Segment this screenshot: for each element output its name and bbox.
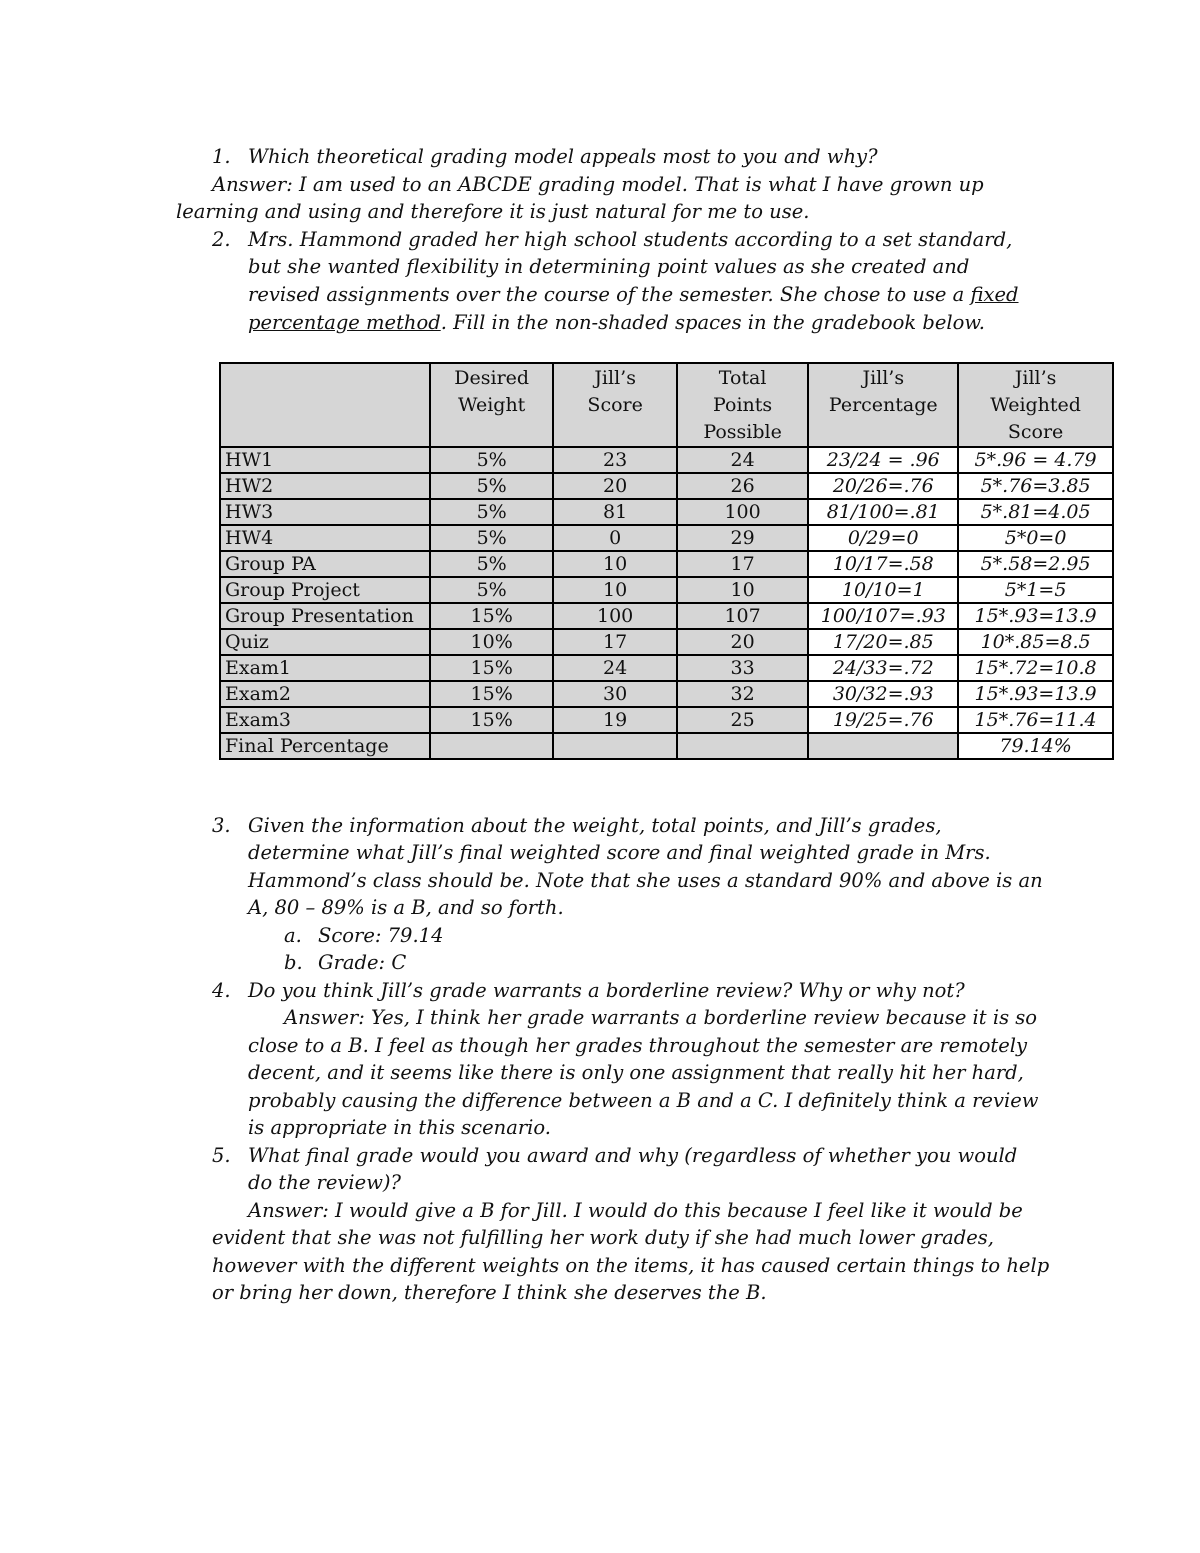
cell-weighted-score: 5*.96 = 4.79 xyxy=(958,447,1113,473)
cell-item: Group Project xyxy=(220,577,430,603)
table-header-row xyxy=(220,363,1113,447)
cell-item: HW1 xyxy=(220,447,430,473)
cell-weight: 15% xyxy=(430,603,554,629)
table-row xyxy=(220,629,1113,655)
cell-score: 0 xyxy=(553,525,676,551)
cell-weighted-score: 5*0=0 xyxy=(958,525,1113,551)
header-weighted-score: Jill’s Weighted Score xyxy=(958,363,1113,447)
cell-weighted-score: 15*.76=11.4 xyxy=(958,707,1113,733)
final-percentage-row xyxy=(220,733,1113,759)
q4-number: 4. xyxy=(212,979,231,1002)
cell-item: HW2 xyxy=(220,473,430,499)
cell-score: 100 xyxy=(553,603,676,629)
cell-total: 26 xyxy=(677,473,809,499)
cell-percentage: 100/107=.93 xyxy=(808,603,958,629)
cell-score: 30 xyxy=(553,681,676,707)
method-underlined: percentage method xyxy=(248,311,441,334)
q4-answer-line: Answer: Yes, I think her grade warrants a borderline review because it is so xyxy=(284,1006,1038,1029)
q3b-letter: b. xyxy=(284,951,303,974)
q3a-score: Score: 79.14 xyxy=(318,924,444,947)
q4-answer-line: is appropriate in this scenario. xyxy=(248,1116,551,1139)
cell-empty xyxy=(677,733,809,759)
gradebook-table xyxy=(219,362,1114,760)
q3a-letter: a. xyxy=(284,924,302,947)
cell-score: 10 xyxy=(553,551,676,577)
cell-item: HW4 xyxy=(220,525,430,551)
q2-line: Mrs. Hammond graded her high school students according to a set standard, xyxy=(248,228,1013,251)
cell-score: 23 xyxy=(553,447,676,473)
table-row xyxy=(220,551,1113,577)
q5-answer-line: evident that she was not fulfilling her work duty if she had much lower grades, xyxy=(212,1226,995,1249)
q5-answer-line: however with the different weights on the items, it has caused certain things to help xyxy=(212,1254,1050,1277)
cell-weighted-score: 5*.76=3.85 xyxy=(958,473,1113,499)
cell-weighted-score: 5*.81=4.05 xyxy=(958,499,1113,525)
q4-answer-line: probably causing the difference between a B and a C. I definitely think a review xyxy=(248,1089,1039,1112)
q5-number: 5. xyxy=(212,1144,231,1167)
cell-percentage: 19/25=.76 xyxy=(808,707,958,733)
header-jills-score: Jill’s Score xyxy=(553,363,676,447)
cell-percentage: 24/33=.72 xyxy=(808,655,958,681)
q1-answer-line: learning and using and therefore it is just natural for me to use. xyxy=(176,200,810,223)
q2-line: percentage method. Fill in the non-shaded spaces in the gradebook below. xyxy=(248,311,985,334)
q1-number: 1. xyxy=(212,145,231,168)
q3-line: A, 80 – 89% is a B, and so forth. xyxy=(248,896,564,919)
q4-answer-line: close to a B. I feel as though her grades throughout the semester are remotely xyxy=(248,1034,1028,1057)
table-row xyxy=(220,603,1113,629)
q4-question: Do you think Jill’s grade warrants a borderline review? Why or why not? xyxy=(248,979,965,1002)
cell-total: 32 xyxy=(677,681,809,707)
q5-line: What final grade would you award and why (regardless of whether you would xyxy=(248,1144,1018,1167)
q2-number: 2. xyxy=(212,228,231,251)
cell-score: 10 xyxy=(553,577,676,603)
cell-item: Exam2 xyxy=(220,681,430,707)
table-row xyxy=(220,525,1113,551)
cell-item: Group Presentation xyxy=(220,603,430,629)
table-row xyxy=(220,707,1113,733)
cell-item: Quiz xyxy=(220,629,430,655)
cell-score: 81 xyxy=(553,499,676,525)
fixed-underlined: fixed xyxy=(970,283,1019,306)
cell-total: 17 xyxy=(677,551,809,577)
cell-weight: 5% xyxy=(430,551,554,577)
cell-weight: 5% xyxy=(430,473,554,499)
q2-line: but she wanted flexibility in determining point values as she created and xyxy=(248,255,970,278)
q1-answer-line: Answer: I am used to an ABCDE grading model. That is what I have grown up xyxy=(212,173,984,196)
table-row xyxy=(220,447,1113,473)
cell-final-value: 79.14% xyxy=(958,733,1113,759)
cell-total: 25 xyxy=(677,707,809,733)
cell-weighted-score: 5*1=5 xyxy=(958,577,1113,603)
q5-answer-line: or bring her down, therefore I think she deserves the B. xyxy=(212,1281,767,1304)
q3-line: Given the information about the weight, total points, and Jill’s grades, xyxy=(248,814,942,837)
cell-item: Exam3 xyxy=(220,707,430,733)
table-row xyxy=(220,499,1113,525)
cell-weight: 10% xyxy=(430,629,554,655)
cell-weighted-score: 5*.58=2.95 xyxy=(958,551,1113,577)
q3-number: 3. xyxy=(212,814,231,837)
cell-percentage: 17/20=.85 xyxy=(808,629,958,655)
cell-total: 29 xyxy=(677,525,809,551)
table-row xyxy=(220,473,1113,499)
cell-weighted-score: 15*.72=10.8 xyxy=(958,655,1113,681)
cell-total: 24 xyxy=(677,447,809,473)
cell-empty xyxy=(808,733,958,759)
cell-weight: 5% xyxy=(430,577,554,603)
cell-weighted-score: 10*.85=8.5 xyxy=(958,629,1113,655)
cell-percentage: 81/100=.81 xyxy=(808,499,958,525)
cell-percentage: 30/32=.93 xyxy=(808,681,958,707)
header-item xyxy=(220,363,430,447)
cell-item: Exam1 xyxy=(220,655,430,681)
cell-final-label: Final Percentage xyxy=(220,733,430,759)
cell-weight: 15% xyxy=(430,707,554,733)
cell-weight: 5% xyxy=(430,525,554,551)
cell-weight: 15% xyxy=(430,655,554,681)
cell-score: 19 xyxy=(553,707,676,733)
cell-empty xyxy=(430,733,554,759)
q3b-grade: Grade: C xyxy=(318,951,407,974)
cell-total: 20 xyxy=(677,629,809,655)
cell-total: 10 xyxy=(677,577,809,603)
cell-item: Group PA xyxy=(220,551,430,577)
q1-question: Which theoretical grading model appeals most to you and why? xyxy=(248,145,878,168)
cell-percentage: 10/17=.58 xyxy=(808,551,958,577)
q3-line: determine what Jill’s final weighted score and final weighted grade in Mrs. xyxy=(248,841,991,864)
cell-percentage: 20/26=.76 xyxy=(808,473,958,499)
q4-answer-line: decent, and it seems like there is only one assignment that really hit her hard, xyxy=(248,1061,1024,1084)
cell-percentage: 10/10=1 xyxy=(808,577,958,603)
cell-weight: 5% xyxy=(430,499,554,525)
q3-line: Hammond’s class should be. Note that she uses a standard 90% and above is an xyxy=(248,869,1043,892)
cell-total: 33 xyxy=(677,655,809,681)
header-jills-percentage: Jill’s Percentage xyxy=(808,363,958,447)
cell-total: 100 xyxy=(677,499,809,525)
cell-weighted-score: 15*.93=13.9 xyxy=(958,603,1113,629)
header-total-points: Total Points Possible xyxy=(677,363,809,447)
cell-empty xyxy=(553,733,676,759)
cell-score: 17 xyxy=(553,629,676,655)
cell-weight: 15% xyxy=(430,681,554,707)
cell-weighted-score: 15*.93=13.9 xyxy=(958,681,1113,707)
q2-line: revised assignments over the course of the semester. She chose to use a fixed xyxy=(248,283,1019,306)
table-row xyxy=(220,681,1113,707)
cell-score: 24 xyxy=(553,655,676,681)
q5-line: do the review)? xyxy=(248,1171,401,1194)
cell-item: HW3 xyxy=(220,499,430,525)
header-desired-weight: Desired Weight xyxy=(430,363,554,447)
q5-answer-line: Answer: I would give a B for Jill. I would do this because I feel like it would be xyxy=(248,1199,1023,1222)
table-row xyxy=(220,655,1113,681)
cell-percentage: 0/29=0 xyxy=(808,525,958,551)
cell-score: 20 xyxy=(553,473,676,499)
cell-total: 107 xyxy=(677,603,809,629)
cell-percentage: 23/24 = .96 xyxy=(808,447,958,473)
cell-weight: 5% xyxy=(430,447,554,473)
table-row xyxy=(220,577,1113,603)
